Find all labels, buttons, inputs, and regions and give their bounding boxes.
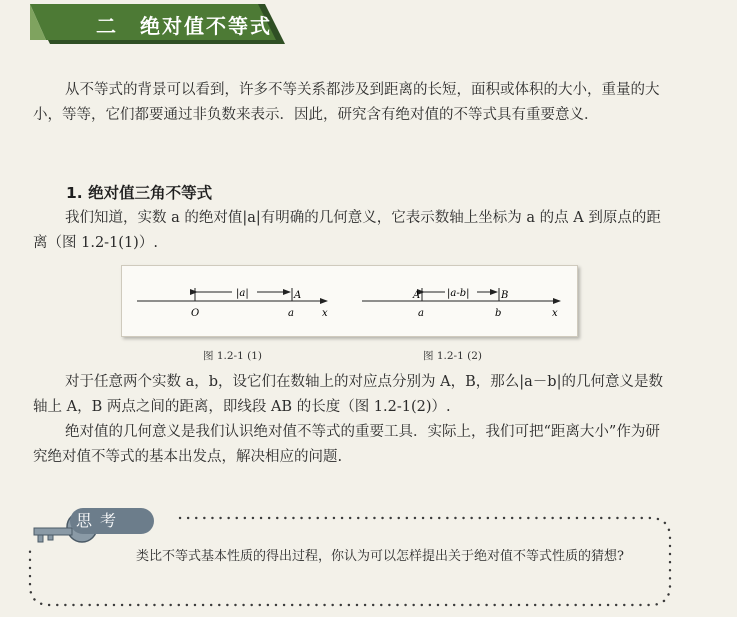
intro-paragraph: 从不等式的背景可以看到，许多不等关系都涉及到距离的长短，面积或体积的大小，重量的大小，等等，它们都要通过非负数来表示．因此，研究含有绝对值的不等式具有重要意义． [33, 82, 660, 123]
fig1-origin: O [191, 308, 200, 319]
fig2-point-A: A [413, 290, 421, 301]
figure1-caption: 图 1.2-1 (1) [203, 350, 262, 362]
section-banner [30, 4, 285, 44]
think-question: 类比不等式基本性质的得出过程，你认为可以怎样提出关于绝对值不等式性质的猜想? [136, 549, 624, 564]
fig1-point-A: A [294, 290, 302, 301]
fig2-coord-a: a [418, 308, 424, 319]
section-title: 二 绝对值不等式 [96, 14, 272, 38]
paragraph-tool: 绝对值的几何意义是我们认识绝对值不等式的重要工具．实际上，我们可把“距离大小”作为研究绝对值不等式的基本出发点，解决相应的问题. [33, 424, 660, 465]
figure-number-lines [121, 265, 578, 337]
number-line-diagram [122, 266, 577, 336]
fig2-point-B: B [501, 290, 509, 301]
think-label: 思考 [76, 511, 125, 530]
fig1-axis-x: x [322, 308, 328, 319]
fig1-coord-a: a [288, 308, 294, 319]
subsection-title: 1. 绝对值三角不等式 [66, 184, 213, 202]
fig1-distance-label: |a| [236, 288, 249, 299]
figure2-caption: 图 1.2-1 (2) [423, 350, 482, 362]
fig2-axis-x: x [552, 308, 558, 319]
fig2-coord-b: b [495, 308, 502, 319]
paragraph-absolute-value: 我们知道，实数 a 的绝对值|a|有明确的几何意义，它表示数轴上坐标为 a 的点 A 到原点的距离（图 1.2-1(1)）. [33, 210, 661, 251]
fig2-distance-label: |a-b| [447, 288, 470, 299]
paragraph-distance: 对于任意两个实数 a，b，设它们在数轴上的对应点分别为 A，B，那么|a－b|的几何意义是数轴上 A，B 两点之间的距离，即线段 AB 的长度（图 1.2-1(2)）. [33, 374, 663, 415]
